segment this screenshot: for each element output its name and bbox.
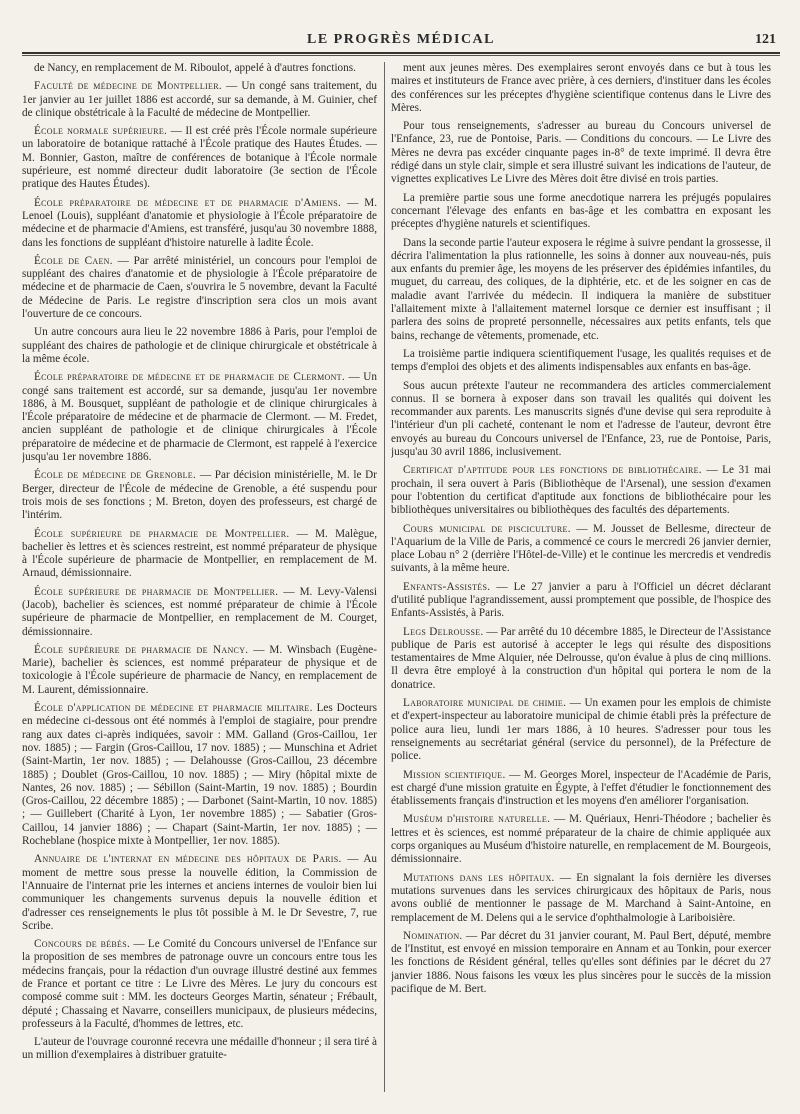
article-paragraph: [22, 528, 377, 581]
paragraph-text: — M. Jousset de Bellesme, directeur de l'Aquarium de la Ville de Paris, a commencé ce cours le mercredi 26 janvier dernier, place Lobau n° 2 (derrière l'Hôtel-de-Ville) et le continue les mercredis et vendredis suivants, à la même heure.: [391, 522, 771, 575]
paragraph-text: — Un congé sans traitement est accordé, sur sa demande, jusqu'au 1er novembre 1886, à M. Bousquet, suppléant de pathologie et de clinique chirurgicales à l'École préparatoire de médecine et de pharmacie de Clermont. — M. Fredet, ancien suppléant de pathologie et de clinique chirurgicales à l'École préparatoire de médecine et de pharmacie de Clermont, est rappelé à l'exercice jusqu'au 1er novembre 1886.: [22, 371, 377, 464]
paragraph-heading: École préparatoire de médecine et de pharmacie de Clermont.: [34, 371, 345, 384]
paragraph-text: — M. Georges Morel, inspecteur de l'Académie de Paris, est chargé d'une mission gratuite en Égypte, à l'effet d'étudier le fonctionnement des établissements français d'instruction et les moyens d'en améliorer l'organisation.: [391, 768, 771, 808]
paragraph-heading: Nomination.: [403, 929, 463, 942]
paragraph-heading: École de médecine de Grenoble.: [34, 469, 197, 482]
paragraph-heading: Laboratoire municipal de chimie.: [403, 697, 567, 710]
paragraph-heading: Mission scientifique.: [403, 768, 506, 781]
paragraph-heading: Cours municipal de pisciculture.: [403, 522, 571, 535]
paragraph-text: ment aux jeunes mères. Des exemplaires seront envoyés dans ce but à tous les maires et instituteurs de France avec prière, à ces derniers, d'instituer dans les écoles des conférences sur les préceptes d'hygiène scientifique contenus dans le Livre des Mères.: [391, 62, 771, 114]
paragraph-text: — Le Comité du Concours universel de l'Enfance sur la proposition de ses membres de patronage ouvre un concours entre tous les médecins français, pour la rédaction d'un ouvrage illustré destiné aux femmes de France et portant ce titre : Le Livre des Mères. Le jury du concours est composé comme suit : MM. les docteurs Georges Martin, sénateur ; Frébault, député ; Chassaing et Navarre, conseillers municipaux, de plusieurs médecins, professeurs à la Faculté, d'hommes de lettres, etc.: [22, 938, 377, 1030]
article-paragraph: [391, 581, 771, 621]
article-paragraph: [391, 930, 771, 996]
paragraph-heading: École supérieure de pharmacie de Nancy.: [34, 643, 249, 656]
paragraph-text: La première partie sous une forme anecdotique narrera les préjugés populaires concernant l'élevage des enfants en bas-âge et les combattra en exposant les préceptes d'hygiène naturels et scientifiques.: [391, 191, 771, 231]
article-paragraph: [391, 872, 771, 925]
paragraph-text: — Au moment de mettre sous presse la nouvelle édition, la Commission de l'Annuaire de l'internat prie les internes et anciens internes de vouloir bien lui communiquer les changements survenus depuis la nouvelle édition et d'adresser ces renseignements le plus tôt possible à M. le Dr Sevestre, 7, rue Scribe.: [22, 853, 377, 932]
page-header: [22, 30, 780, 52]
paragraph-text: — Par arrêté ministériel, un concours pour l'emploi de suppléant des chaires d'anatomie et de physiologie à l'École préparatoire de médecine et de pharmacie de Caen, s'ouvrira le 5 novembre, devant la Faculté de Médecine de Paris. Le registre d'inscription sera clos un mois avant l'ouverture de ce concours.: [22, 254, 377, 321]
paragraph-text: — Un congé sans traitement, du 1er janvier au 1er juillet 1886 est accordé, sur sa demande, à M. Guinier, chef de clinique obstétricale à la Faculté de médecine de Montpellier.: [22, 80, 377, 119]
paragraph-text: — M. Levy-Valensi (Jacob), bachelier ès sciences, est nommé préparateur de chimie à l'École supérieure de pharmacie de Montpellier, en remplacement de M. Courget, démissionnaire.: [22, 585, 377, 638]
paragraph-heading: École supérieure de pharmacie de Montpellier.: [34, 527, 290, 540]
paragraph-heading: Mutations dans les hôpitaux.: [403, 871, 555, 884]
paragraph-text: — Le 31 mai prochain, il sera ouvert à Paris (Bibliothèque de l'Arsenal), une session d'examen pour l'obtention du certificat d'aptitude aux fonctions de bibliothécaire pour les bibliothèques universitaires ou bibliothèques des facultés des départements.: [391, 464, 771, 517]
article-paragraph: [391, 192, 771, 232]
article-paragraph: [391, 626, 771, 692]
right-column: [391, 62, 771, 1102]
paragraph-text: La troisième partie indiquera scientifiquement l'usage, les qualités requises et de temps d'emploi des objets et des aliments indispensables aux enfants en bas-âge.: [391, 347, 771, 374]
paragraph-text: — M. Malègue, bachelier ès lettres et ès sciences restreint, est nommé préparateur de physique à l'École supérieure de pharmacie de Montpellier, en remplacement de M. Arnaud, démissionnaire.: [22, 527, 377, 580]
paragraph-heading: Certificat d'aptitude pour les fonctions de bibliothécaire.: [403, 464, 702, 477]
paragraph-text: Dans la seconde partie l'auteur exposera le régime à suivre pendant la grossesse, il décrira l'alimentation la plus rationnelle, les soins à donner aux nouveau-nés, puis aux enfants du premier âge, les moyens de les préserver des épidémies infantiles, du muguet, du carreau, des coliques, de la diphtérie, etc. et de les soigner en cas de maladie avant l'arrivée du médecin. Il indiquera la manière de substituer l'allaitement mixte à l'allaitement maternel lorsque ce dernier est insuffisant ; il parlera des soins de propreté personnelle, nécessaires aux petits enfants, tels que bains, rechange de vêtements, promenade, etc.: [391, 236, 771, 342]
paragraph-heading: École de Caen.: [34, 254, 113, 267]
paragraph-heading: Annuaire de l'internat en médecine des hôpitaux de Paris.: [34, 853, 342, 866]
paragraph-text: Un autre concours aura lieu le 22 novembre 1886 à Paris, pour l'emploi de suppléant des chaires de pathologie et de clinique chirurgicale et obstétricale à la même école.: [22, 326, 377, 365]
article-paragraph: [391, 813, 771, 866]
paragraph-heading: Legs Delrousse.: [403, 625, 484, 638]
left-column: [22, 62, 377, 1102]
paragraph-text: — Un examen pour les emplois de chimiste et d'expert-inspecteur au laboratoire municipal de chimie établi près la préfecture de police aura lieu, lundi 1er mars 1886, à 10 heures. S'adresser pour tous les renseignements au secrétariat général (service du personnel), de la Préfecture de police.: [391, 697, 771, 763]
article-paragraph: [22, 644, 377, 697]
paragraph-text: — Il est créé près l'École normale supérieure un laboratoire de botanique rattaché à l'École pratique des Hautes Études. — M. Bonnier, Gaston, maître de conférences de botanique à l'École normale supérieure, est nommé directeur dudit laboratoire (3e section de l'École pratique des Hautes Études).: [22, 125, 377, 191]
paragraph-text: — En signalant la fois dernière les diverses mutations survenues dans les services chirurgicaux des hôpitaux de Paris, nous avons oublié de mentionner le passage de M. Marchand à Saint-Antoine, en remplacement de M. Delens qui a le service d'ophthalmologie à Lariboisière.: [391, 871, 771, 924]
paragraph-text: L'auteur de l'ouvrage couronné recevra une médaille d'honneur ; il sera tiré à un million d'exemplaires à distribuer gratuite-: [22, 1036, 377, 1062]
page-number: 121: [755, 32, 776, 47]
paragraph-text: Sous aucun prétexte l'auteur ne recommandera des articles commercialement connus. Il se bornera à exposer dans son travail les qualités qui doivent les recommander aux parents. Les manuscrits signés d'une devise qui sera reproduite à l'intérieur d'un pli cacheté, contenant le nom et l'adresse de l'auteur, devront être envoyés au bureau du Concours universel de l'Enfance, 23, rue de Pontoise, Paris, jusqu'au 30 avril 1886, inclusivement.: [391, 379, 771, 459]
paragraph-text: de Nancy, en remplacement de M. Riboulot, appelé à d'autres fonctions.: [34, 62, 356, 74]
paragraph-heading: Enfants-Assistés.: [403, 580, 491, 593]
article-paragraph: [22, 125, 377, 191]
paragraph-heading: École supérieure de pharmacie de Montpellier.: [34, 585, 279, 598]
article-paragraph: [22, 702, 377, 848]
article-paragraph: [22, 197, 377, 250]
article-paragraph: [391, 380, 771, 460]
header-rule: [22, 52, 780, 56]
article-paragraph: [391, 464, 771, 517]
article-paragraph: [22, 853, 377, 933]
article-paragraph: [391, 237, 771, 343]
paragraph-text: — Par arrêté du 10 décembre 1885, le Directeur de l'Assistance publique de Paris est autorisé à accepter le legs qui résulte des dispositions testamentaires de Mme Alquier, née Delrousse, qu'on évalue à plus de cinq millions. Il devra être employé à la construction d'un hôpital qui portera le nom de la donatrice.: [391, 625, 771, 691]
paragraph-heading: École préparatoire de médecine et de pharmacie d'Amiens.: [34, 196, 342, 209]
paragraph-heading: École normale supérieure.: [34, 125, 168, 138]
paragraph-text: Les Docteurs en médecine ci-dessous ont été nommés à l'emploi de stagiaire, pour prendre rang aux dates ci-après indiquées, savoir : MM. Galland (Gros-Caillou, 1er nov. 1885) ; — Fargin (Gros-Caillou, 17 nov. 1885) ; — Munschina et Adriet (Saint-Martin, 1er nov. 1885) ; — Delahousse (Gros-Caillou, 23 décembre 1885) ; Doublet (Gros-Caillou, 10 nov. 1885) ; — Miry (hôpital mixte de Nantes, 26 nov. 1885) ; — Sébillon (Saint-Martin, 19 nov. 1885) ; Bourdin (Gros-Caillou, 22 décembre 1885) ; — Darbonet (Saint-Martin, 10 nov. 1885) ; — Guillebert (Charité à Lyon, 1er novembre 1885) ; — Sabatier (Gros-Caillou, 14 janvier 1886) ; — Chapart (Saint-Martin, 1er nov. 1885) ; — Rocheblane (hospice mixte à Montpellier, 1er nov. 1885).: [22, 702, 377, 848]
article-paragraph: [391, 523, 771, 576]
paragraph-text: — Par décision ministérielle, M. le Dr Berger, directeur de l'École de médecine de Grenoble, a été suspendu pour trois mois de ses fonctions ; M. Breton, doyen des professeurs, est chargé de l'intérim.: [22, 469, 377, 522]
column-divider: [384, 62, 385, 1092]
paragraph-heading: École d'application de médecine et pharmacie militaire.: [34, 702, 313, 715]
article-paragraph: [22, 80, 377, 120]
article-paragraph: [391, 120, 771, 186]
paragraph-heading: Concours de bébés.: [34, 938, 131, 951]
article-paragraph: [22, 371, 377, 464]
paragraph-text: — Par décret du 31 janvier courant, M. Paul Bert, député, membre de l'Institut, est envoyé en mission temporaire en Annam et au Tonkin, pour exercer les fonctions de Résident général, telles qu'elles sont définies par le décret du 27 janvier 1886. Nous faisons les vœux les plus sincères pour le succès de la mission pacifique de M. Bert.: [391, 929, 771, 995]
article-paragraph: [22, 938, 377, 1031]
paragraph-text: — M. Winsbach (Eugène-Marie), bachelier ès sciences, est nommé préparateur de physique et de toxicologie à l'École supérieure de pharmacie de Nancy, en remplacement de M. Laurent, démissionnaire.: [22, 643, 377, 696]
paragraph-text: — M. Lenoel (Louis), suppléant d'anatomie et physiologie à l'École préparatoire de médecine et de pharmacie d'Amiens, est transféré, jusqu'au 30 novembre 1888, dans les fonctions de suppléant d'histoire naturelle à ladite École.: [22, 196, 377, 249]
paragraph-text: — Le 27 janvier a paru à l'Officiel un décret déclarant d'utilité publique l'agrandissement, aussi promptement que possible, de l'hospice des Enfants-Assistés, à Paris.: [391, 580, 771, 620]
article-paragraph: [22, 326, 377, 366]
paragraph-heading: Faculté de médecine de Montpellier.: [34, 80, 222, 93]
paragraph-text: — M. Quériaux, Henri-Théodore ; bachelier ès lettres et ès sciences, est nommé préparateur de la chaire de chimie appliquée aux corps organiques au Muséum d'histoire naturelle, en remplacement de M. Bourgeois, démissionnaire.: [391, 813, 771, 866]
article-paragraph: [22, 469, 377, 522]
article-paragraph: [22, 62, 377, 75]
running-title: LE PROGRÈS MÉDICAL: [306, 32, 496, 47]
article-paragraph: [391, 348, 771, 375]
article-paragraph: [391, 769, 771, 809]
article-paragraph: [391, 62, 771, 115]
paragraph-text: Pour tous renseignements, s'adresser au bureau du Concours universel de l'Enfance, 23, rue de Pontoise, Paris. — Conditions du concours. — Le Livre des Mères ne devra pas excéder cinquante pages in-8° de texte imprimé. Il devra être rédigé dans un style clair, simple et sera illustré suivant les indications de l'auteur, de vignettes explicatives Le Livre des Mères doit être divisé en trois parties.: [391, 120, 771, 186]
article-paragraph: [22, 1036, 377, 1063]
paragraph-heading: Muséum d'histoire naturelle.: [403, 813, 551, 826]
article-paragraph: [391, 697, 771, 763]
article-paragraph: [22, 255, 377, 321]
article-paragraph: [22, 586, 377, 639]
